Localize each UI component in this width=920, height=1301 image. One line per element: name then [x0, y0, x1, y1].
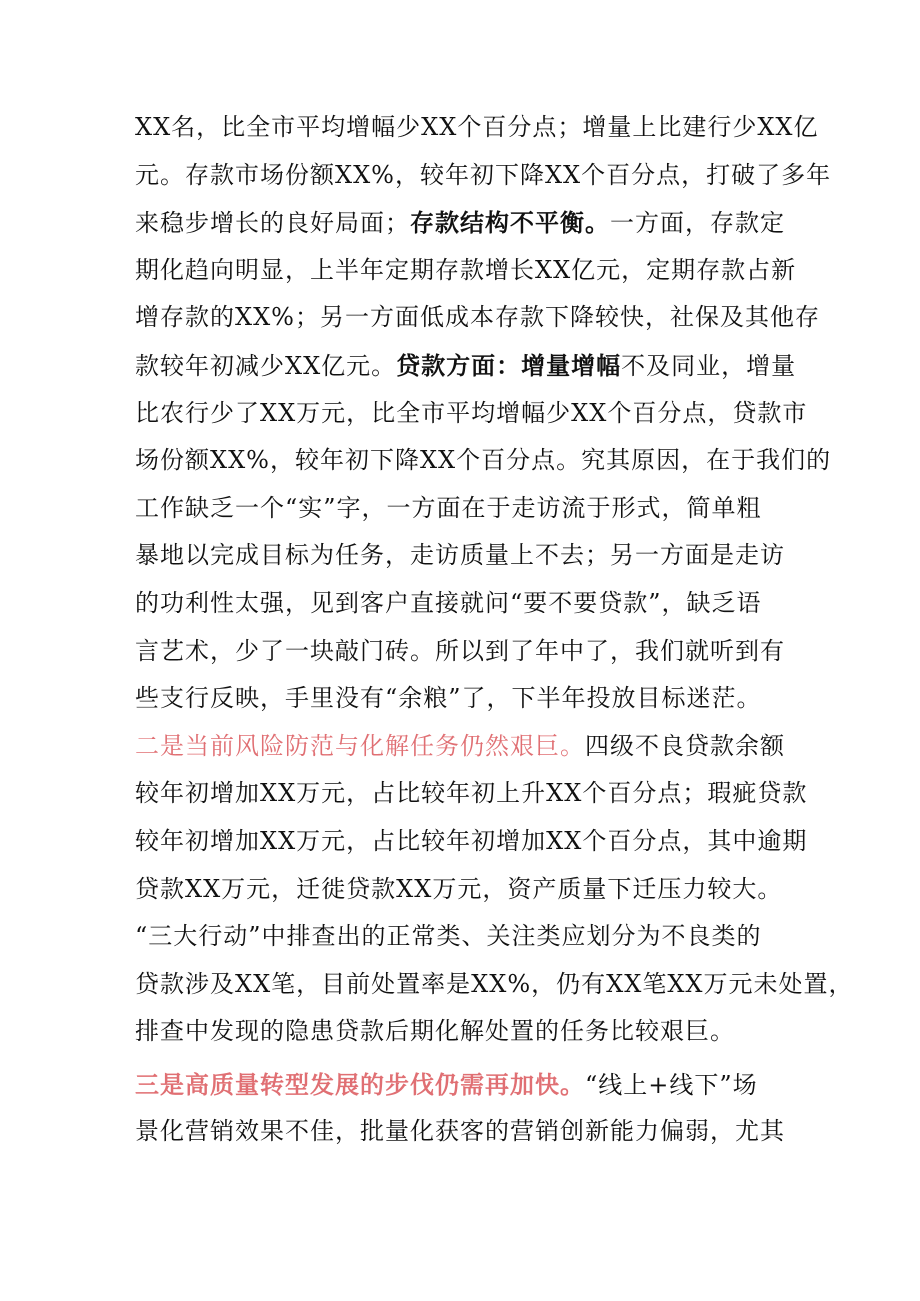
- text-segment: XX名，比全市平均增幅少XX个百分点；增量上比建行少XX亿: [135, 113, 819, 141]
- text-segment: 比农行少了XX万元，比全市平均增幅少XX个百分点，贷款市: [135, 398, 808, 427]
- text-segment: 贷款XX万元，迁徙贷款XX万元，资产质量下迁压力较大。: [135, 874, 783, 903]
- text-segment: 暴地以完成目标为任务，走访质量上不去；另一方面是走访: [135, 541, 785, 570]
- text-line: [135, 1108, 790, 1156]
- text-line: [135, 1008, 790, 1056]
- text-segment: 四级不良贷款余额: [585, 731, 785, 760]
- text-segment: 一方面，存款定: [610, 209, 785, 238]
- text-line: [135, 961, 854, 1009]
- text-line: [135, 818, 808, 866]
- text-segment: 贷款涉及XX笔，目前处置率是XX%，仍有XX笔XX万元未处置，: [135, 969, 854, 998]
- text-segment: 来稳步增长的良好局面；: [135, 209, 410, 238]
- section-heading: 三是高质量转型发展的步伐仍需再加快。: [135, 1069, 585, 1099]
- text-segment: 排查中发现的隐患贷款后期化解处置的任务比较艰巨。: [135, 1017, 735, 1046]
- text-line: [135, 247, 797, 295]
- text-segment: 款较年初减少XX亿元。: [135, 351, 397, 380]
- text-segment: 较年初增加XX万元，占比较年初增加XX个百分点，其中逾期: [135, 826, 808, 855]
- text-line: [135, 437, 832, 485]
- text-line: [135, 580, 790, 628]
- text-segment: 场份额XX%，较年初下降XX个百分点。究其原因，在于我们的: [135, 446, 832, 475]
- text-segment: 期化趋向明显，上半年定期存款增长XX亿元，定期存款占新: [135, 255, 797, 284]
- text-segment: 不及同业，增量: [621, 351, 797, 380]
- text-line: [135, 294, 820, 342]
- text-line: [135, 723, 790, 771]
- section-heading: 二是当前风险防范与化解任务仍然艰巨。: [135, 731, 585, 760]
- text-segment: 工作缺乏一个“实”字，一方面在于走访流于形式，简单粗: [135, 493, 762, 522]
- text-line: [135, 390, 808, 438]
- text-segment: 元。存款市场份额XX%，较年初下降XX个百分点，打破了多年: [135, 160, 832, 189]
- text-line: [135, 485, 790, 533]
- text-line: [135, 866, 790, 914]
- bold-heading: 贷款方面：增量增幅: [396, 350, 622, 380]
- text-line: [135, 1061, 790, 1109]
- bold-heading: 存款结构不平衡。: [410, 208, 610, 238]
- text-segment: “三大行动”中排查出的正常类、关注类应划分为不良类的: [135, 922, 762, 951]
- text-segment: 些支行反映，手里没有“余粮”了，下半年投放目标迷茫。: [135, 684, 762, 713]
- text-line: [135, 628, 790, 676]
- text-segment: 言艺术，少了一块敲门砖。所以到了年中了，我们就听到有: [135, 636, 785, 665]
- text-segment: 的功利性太强，见到客户直接就问“要不要贷款”，缺乏语: [135, 588, 762, 617]
- text-line: [135, 199, 790, 247]
- text-segment: 较年初增加XX万元，占比较年初上升XX个百分点；瑕疵贷款: [135, 779, 808, 808]
- text-line: [135, 913, 790, 961]
- text-line: [135, 532, 790, 580]
- text-segment: 景化营销效果不佳，批量化获客的营销创新能力偏弱，尤其: [135, 1117, 785, 1146]
- text-line: [135, 152, 832, 200]
- text-line: [135, 675, 790, 723]
- body-text: [135, 104, 854, 1156]
- text-segment: 增存款的XX%；另一方面低成本存款下降较快，社保及其他存: [135, 303, 820, 332]
- text-line: [135, 104, 819, 152]
- text-segment: “线上+线下”场: [585, 1070, 758, 1099]
- text-line: [135, 770, 808, 818]
- text-line: [135, 342, 797, 390]
